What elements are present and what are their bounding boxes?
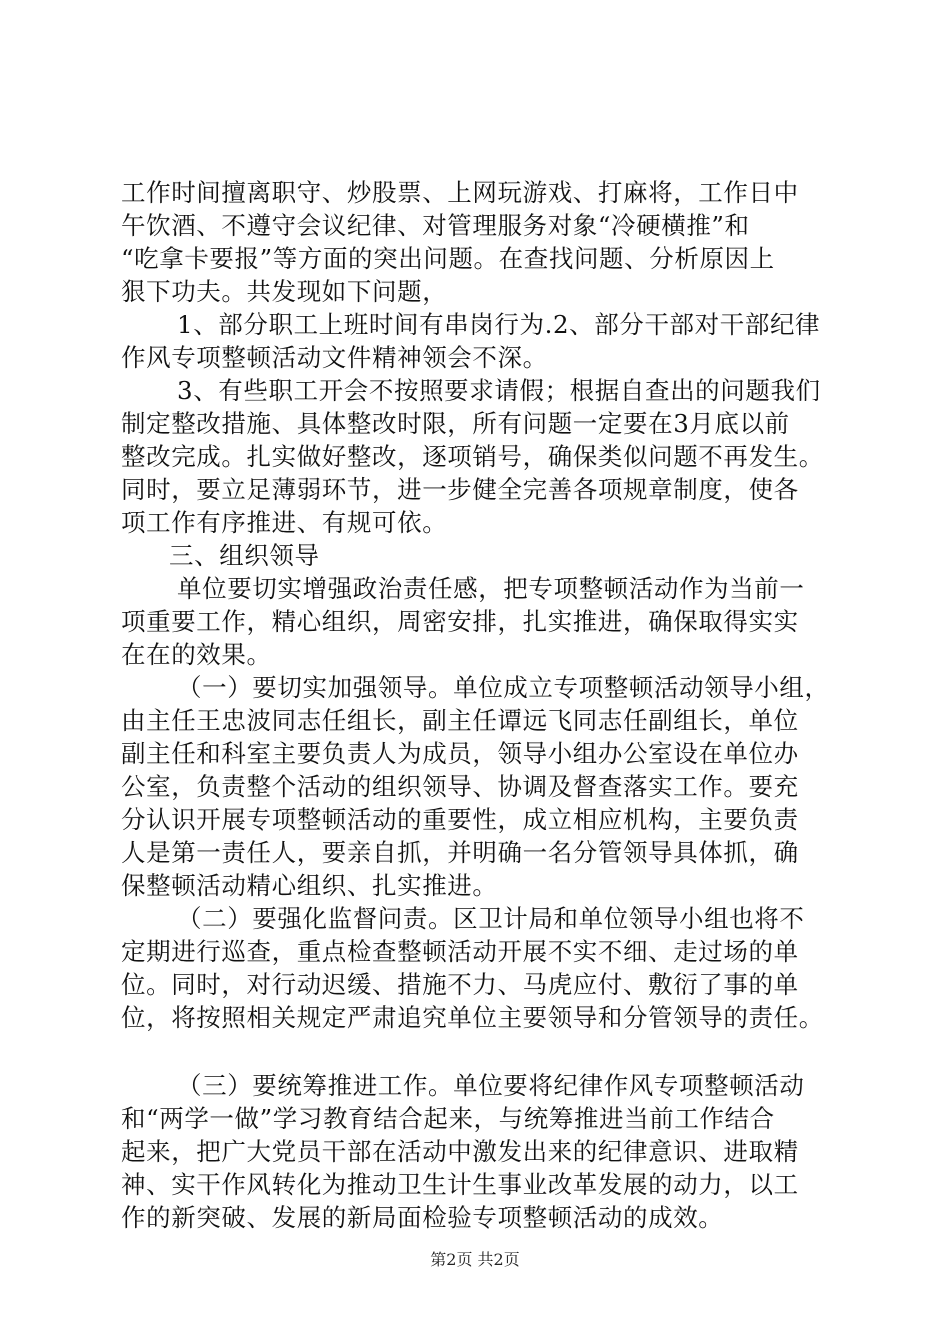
text-line: 整改完成。扎实做好整改，逐项销号，确保类似问题不再发生。 [121,442,824,471]
text-line: 由主任王忠波同志任组长，副主任谭远飞同志任副组长，单位 [121,706,799,735]
text-line: （一）要切实加强领导。单位成立专项整顿活动领导小组， [177,673,830,702]
text-line: 1、部分职工上班时间有串岗行为.2、部分干部对干部纪律 [177,310,821,339]
text-line: 单位要切实增强政治责任感，把专项整顿活动作为当前一 [177,574,805,603]
section-heading: 三、组织领导 [169,541,320,570]
text-line: 3、有些职工开会不按照要求请假；根据自查出的问题我们 [177,376,821,405]
text-line: （三）要统筹推进工作。单位要将纪律作风专项整顿活动 [177,1071,805,1100]
text-line: 公室，负责整个活动的组织领导、协调及督查落实工作。要充 [121,772,799,801]
text-line: 位。同时，对行动迟缓、措施不力、马虎应付、敷衍了事的单 [121,970,799,999]
text-line: 午饮酒、不遵守会议纪律、对管理服务对象“冷硬横推”和 [121,211,750,240]
text-line: 制定整改措施、具体整改时限，所有问题一定要在3月底以前 [121,409,790,438]
text-line: 工作时间擅离职守、炒股票、上网玩游戏、打麻将，工作日中 [121,178,799,207]
text-line: 同时，要立足薄弱环节，进一步健全完善各项规章制度，使各 [121,475,799,504]
text-line: 作的新突破、发展的新局面检验专项整顿活动的成效。 [121,1203,724,1232]
page-number-footer: 第2页 共2页 [430,1250,520,1269]
text-line: 神、实干作风转化为推动卫生计生事业改革发展的动力，以工 [121,1170,799,1199]
text-line: 项重要工作，精心组织，周密安排，扎实推进，确保取得实实 [121,607,799,636]
paragraph-gap [121,1034,849,1069]
text-line: 位，将按照相关规定严肃追究单位主要领导和分管领导的责任。 [121,1003,824,1032]
text-line: 副主任和科室主要负责人为成员，领导小组办公室设在单位办 [121,739,799,768]
text-line: 在在的效果。 [121,640,272,669]
text-line: 项工作有序推进、有规可依。 [121,508,448,537]
text-line: 分认识开展专项整顿活动的重要性，成立相应机构，主要负责 [121,805,799,834]
text-line: 和“两学一做”学习教育结合起来，与统筹推进当前工作结合 [121,1104,775,1133]
text-line: 狠下功夫。共发现如下问题， [121,277,448,306]
text-line: 定期进行巡查，重点检查整顿活动开展不实不细、走过场的单 [121,937,799,966]
text-line: 作风专项整顿活动文件精神领会不深。 [121,343,548,372]
text-line: 起来，把广大党员干部在活动中激发出来的纪律意识、进取精 [121,1137,799,1166]
text-line: “吃拿卡要报”等方面的突出问题。在查找问题、分析原因上 [121,244,775,273]
text-line: （二）要强化监督问责。区卫计局和单位领导小组也将不 [177,904,805,933]
document-body [121,176,849,1234]
text-line: 保整顿活动精心组织、扎实推进。 [121,871,498,900]
text-line: 人是第一责任人，要亲自抓，并明确一名分管领导具体抓，确 [121,838,799,867]
